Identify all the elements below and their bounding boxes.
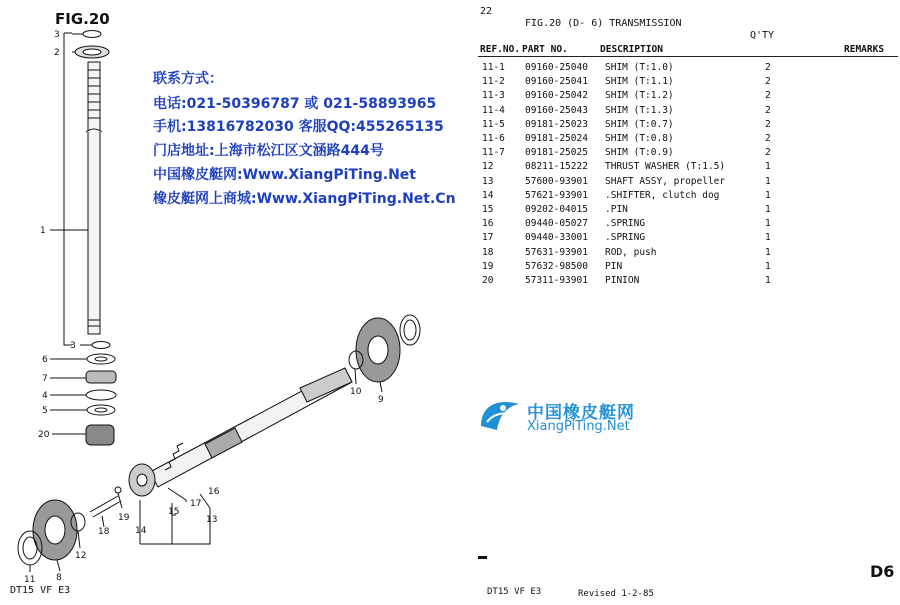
ref-cell: 11-2 (482, 76, 505, 88)
qty-cell: 2 (765, 104, 771, 116)
description-cell: SHIM (T:1.2) (605, 90, 674, 102)
description-cell: SHIM (T:1.1) (605, 76, 674, 88)
qty-label: Q'TY (750, 30, 775, 41)
qty-cell: 1 (765, 218, 771, 230)
qty-cell: 1 (765, 275, 771, 286)
callout-label: 4 (42, 391, 48, 401)
header-ref: REF.NO. (480, 44, 521, 55)
part-number-cell: 09181-25025 (525, 147, 588, 159)
description-cell: SHIM (T:1.0) (605, 62, 674, 73)
figure-title: FIG.20 (55, 10, 110, 28)
qty-cell: 1 (765, 204, 771, 215)
callout-label: 13 (206, 515, 218, 525)
description-cell: SHIM (T:0.7) (605, 118, 674, 130)
qty-cell: 2 (765, 147, 771, 159)
callout-label: 19 (118, 513, 130, 523)
qty-cell: 1 (765, 232, 771, 244)
description-cell: PINION (605, 275, 640, 286)
part-number-cell: 57631-93901 (525, 246, 588, 258)
part-number-cell: 09440-05027 (525, 218, 588, 230)
qty-cell: 2 (765, 62, 771, 73)
callout-label: 17 (190, 499, 202, 509)
contact-mobile: 手机:13816782030 客服QQ:455265135 (153, 119, 444, 135)
header-remarks: REMARKS (844, 44, 885, 55)
section-code: D6 (870, 562, 895, 581)
ref-cell: 17 (482, 232, 494, 244)
ref-cell: 14 (482, 189, 494, 201)
part-number-cell: 57632-98500 (525, 260, 588, 272)
qty-cell: 2 (765, 76, 771, 88)
logo-icon (477, 396, 523, 436)
part-number-cell: 09440-33001 (525, 232, 588, 244)
ref-cell: 11-5 (482, 118, 505, 130)
description-cell: SHAFT ASSY, propeller (605, 175, 726, 187)
callout-label: 3 (70, 341, 76, 351)
ref-cell: 15 (482, 204, 494, 215)
callout-label: 3 (54, 30, 60, 40)
callout-label: 20 (38, 430, 50, 440)
header-desc: DESCRIPTION (600, 44, 663, 55)
qty-cell: 1 (765, 161, 771, 173)
table-row (0, 261, 900, 275)
callout-label: 6 (42, 355, 48, 365)
logo-text-en: XiangPiTing.Net (527, 419, 630, 434)
part-number-cell: 09202-04015 (525, 204, 588, 215)
callout-label: 18 (98, 527, 110, 537)
callout-label: 11 (24, 575, 36, 585)
header-part: PART NO. (522, 44, 568, 55)
callout-label: 2 (54, 48, 60, 58)
callout-label: 14 (135, 526, 147, 536)
contact-shop-link[interactable]: 橡皮艇网上商城:Www.XiangPiTing.Net.Cn (153, 191, 456, 207)
part-number-cell: 57600-93901 (525, 175, 588, 187)
table-row (0, 133, 900, 147)
part-number-cell: 57311-93901 (525, 275, 588, 286)
description-cell: SHIM (T:0.9) (605, 147, 674, 159)
contact-heading: 联系方式： (153, 71, 223, 87)
description-cell: .SPRING (605, 232, 646, 244)
logo-text-cn: 中国橡皮艇网 (527, 403, 635, 423)
part-number-cell: 09160-25040 (525, 62, 588, 73)
part-number-cell: 09160-25042 (525, 90, 588, 102)
ref-cell: 16 (482, 218, 494, 230)
table-row (0, 119, 900, 133)
table-row (0, 76, 900, 90)
dash-mark (478, 556, 487, 559)
qty-cell: 1 (765, 260, 771, 272)
qty-cell: 2 (765, 133, 771, 144)
ref-cell: 11-4 (482, 104, 505, 116)
qty-cell: 2 (765, 90, 771, 102)
description-cell: THRUST WASHER (T:1.5) (605, 161, 726, 173)
header-divider (478, 56, 898, 57)
callout-label: 16 (208, 487, 220, 497)
part-number-cell: 09160-25043 (525, 104, 588, 116)
contact-website[interactable]: 中国橡皮艇网:Www.XiangPiTing.Net (153, 167, 416, 183)
table-row (0, 90, 900, 104)
table-row (0, 232, 900, 246)
part-number-cell: 08211-15222 (525, 161, 588, 173)
qty-cell: 2 (765, 118, 771, 130)
table-row (0, 147, 900, 161)
ref-cell: 18 (482, 246, 494, 258)
table-row (0, 218, 900, 232)
part-number-cell: 09160-25041 (525, 76, 588, 88)
table-row (0, 62, 900, 76)
revised-date: Revised 1-2-85 (578, 589, 654, 599)
footer-model-left: DT15 VF E3 (10, 585, 71, 596)
table-row (0, 204, 900, 218)
callout-label: 9 (378, 395, 384, 405)
footer-model-right: DT15 VF E3 (487, 587, 542, 597)
table-row (0, 275, 900, 289)
table-row (0, 176, 900, 190)
description-cell: SHIM (T:1.3) (605, 104, 674, 116)
part-number-cell: 09181-25023 (525, 118, 588, 130)
callout-label: 10 (350, 387, 362, 397)
description-cell: .SHIFTER, clutch dog (605, 189, 720, 201)
table-row (0, 105, 900, 119)
page-number: 22 (480, 6, 493, 17)
callout-label: 1 (40, 226, 46, 236)
callout-label: 15 (168, 507, 180, 517)
part-number-cell: 09181-25024 (525, 133, 588, 144)
qty-cell: 1 (765, 246, 771, 258)
ref-cell: 11-7 (482, 147, 505, 159)
ref-cell: 11-6 (482, 133, 505, 144)
callout-label: 5 (42, 406, 48, 416)
callout-label: 12 (75, 551, 87, 561)
table-row (0, 161, 900, 175)
table-row (0, 190, 900, 204)
description-cell: PIN (605, 260, 623, 272)
table-title: FIG.20 (D- 6) TRANSMISSION (525, 18, 682, 29)
part-number-cell: 57621-93901 (525, 189, 588, 201)
callout-label: 8 (56, 573, 62, 583)
contact-phone: 电话:021-50396787 或 021-58893965 (153, 96, 437, 112)
table-row (0, 247, 900, 261)
callout-label: 7 (42, 374, 48, 384)
ref-cell: 11-3 (482, 90, 505, 102)
ref-cell: 11-1 (482, 62, 505, 73)
ref-cell: 20 (482, 275, 494, 286)
qty-cell: 1 (765, 175, 771, 187)
ref-cell: 13 (482, 175, 494, 187)
contact-address: 门店地址:上海市松江区文涵路444号 (153, 143, 384, 159)
description-cell: .SPRING (605, 218, 646, 230)
description-cell: .PIN (605, 204, 628, 215)
description-cell: ROD, push (605, 246, 657, 258)
description-cell: SHIM (T:0.8) (605, 133, 674, 144)
ref-cell: 12 (482, 161, 494, 173)
qty-cell: 1 (765, 189, 771, 201)
ref-cell: 19 (482, 260, 494, 272)
